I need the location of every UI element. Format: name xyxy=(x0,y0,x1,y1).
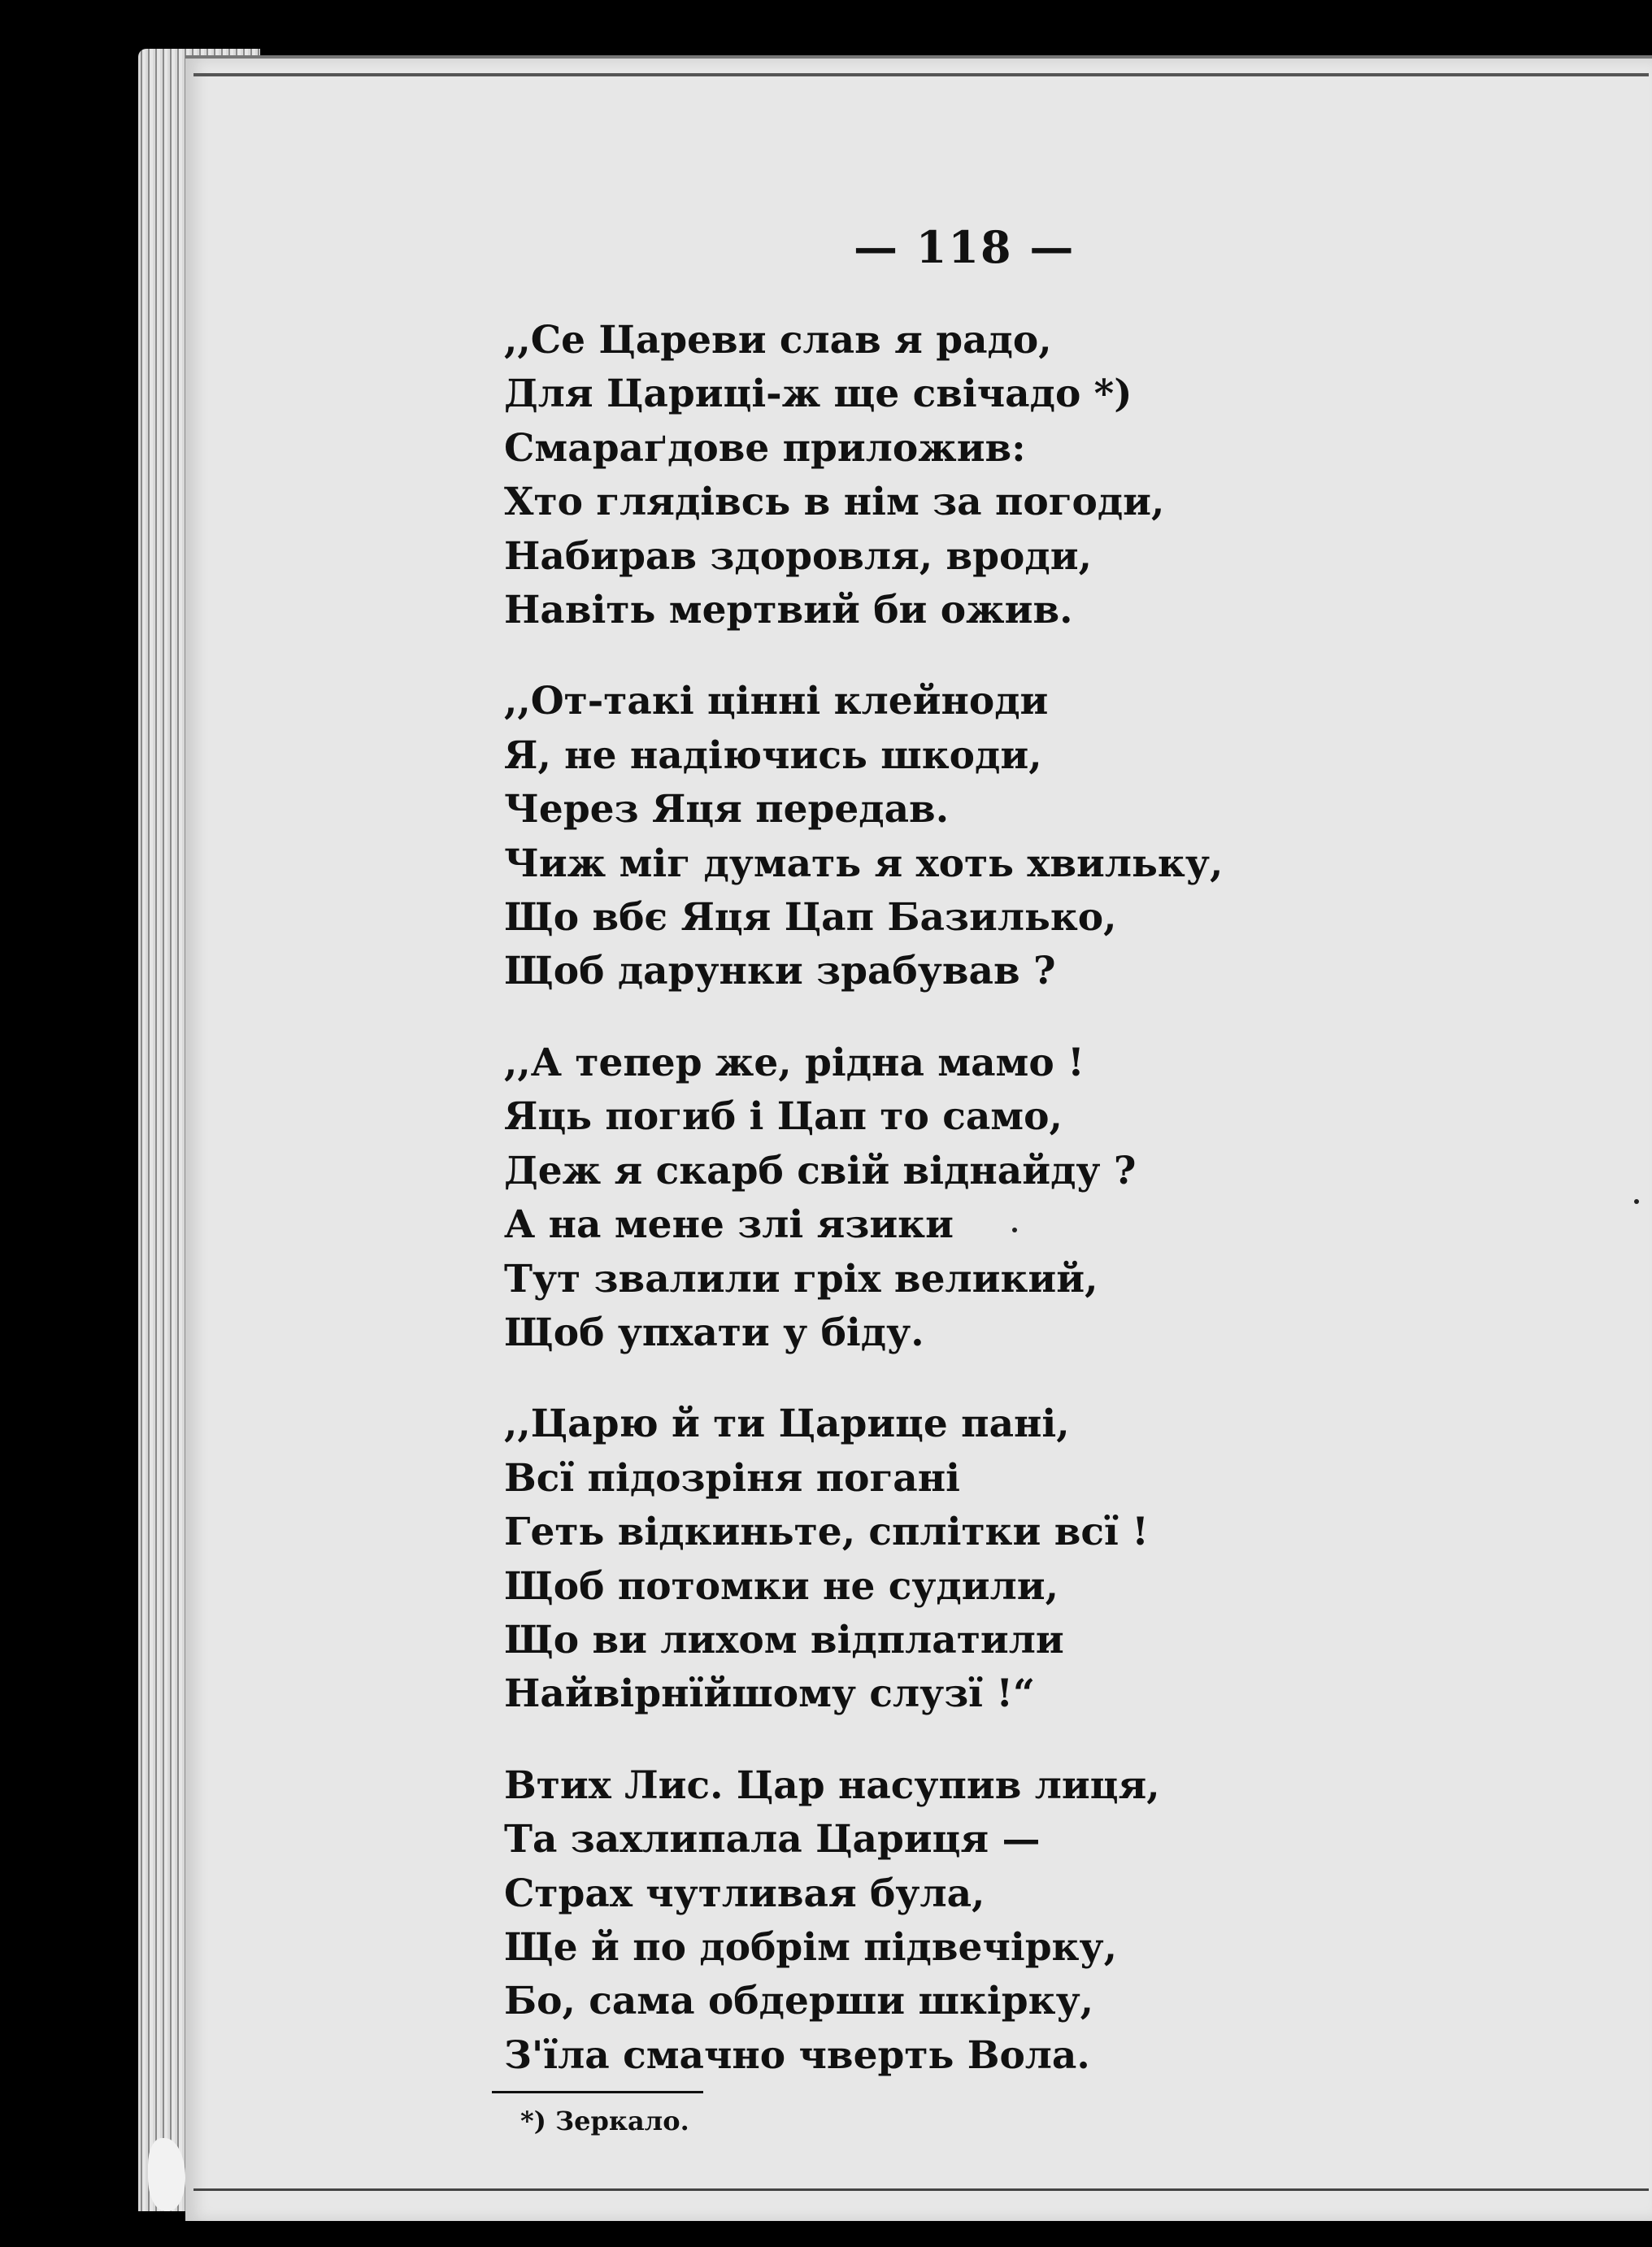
stanza xyxy=(504,1037,1317,1360)
poem-line: З'їла смачно чверть Вола. xyxy=(504,2032,1090,2078)
poem-body xyxy=(504,314,1317,2120)
poem-line: А на мене злі язики xyxy=(504,1202,954,1248)
stanza xyxy=(504,1759,1317,2083)
poem-line: Щоб потомки не судили, xyxy=(504,1563,1059,1609)
page-bottom-border xyxy=(193,2188,1649,2191)
poem-line: Страх чутливая була, xyxy=(504,1871,985,1916)
poem-line: Через Яця передав. xyxy=(504,787,950,832)
poem-line: ,,Се Цареви слав я радо, xyxy=(504,318,1052,363)
poem-line: Щоб упхати у біду. xyxy=(504,1310,924,1355)
ink-speck xyxy=(1012,1228,1017,1232)
poem-line: Бо, сама обдерши шкірку, xyxy=(504,1979,1094,2024)
poem-line: Хто глядівсь в нім за погоди, xyxy=(504,480,1165,525)
poem-line: Всї підозріня погані xyxy=(504,1455,960,1501)
poem-line: Чиж міг думать я хоть хвильку, xyxy=(504,841,1224,886)
poem-line: Втих Лис. Цар насупив лиця, xyxy=(504,1762,1160,1808)
poem-line: Тут звалили гріх великий, xyxy=(504,1256,1098,1302)
poem-line: Ще й по добрім підвечірку, xyxy=(504,1924,1117,1970)
poem-line: Яць погиб і Цап то само, xyxy=(504,1094,1063,1140)
poem-line: Деж я скарб свій віднайду ? xyxy=(504,1148,1137,1193)
poem-line: Що ви лихом відплатили xyxy=(504,1617,1064,1662)
page-number: — 118 — xyxy=(854,221,1076,273)
stanza xyxy=(504,314,1317,637)
poem-line: Та захлипала Цариця — xyxy=(504,1817,1041,1862)
poem-line: Що вбє Яця Цап Базилько, xyxy=(504,895,1117,941)
stanza xyxy=(504,675,1317,998)
poem-line: Найвірнїйшому слузї !“ xyxy=(504,1671,1036,1717)
poem-line: Навіть мертвий би ожив. xyxy=(504,588,1073,633)
poem-line: ,,Царю й ти Царице пані, xyxy=(504,1402,1070,1447)
poem-line: Я, не надіючись шкоди, xyxy=(504,732,1042,778)
footnote-rule xyxy=(492,2091,703,2093)
poem-line: Щоб дарунки зрабував ? xyxy=(504,949,1056,994)
page-top-border xyxy=(193,73,1649,76)
poem-line: Для Цариці-ж ще свічадо *) xyxy=(504,372,1132,417)
stanza xyxy=(504,1397,1317,1721)
poem-line: Набирав здоровля, вроди, xyxy=(504,533,1092,579)
ink-speck xyxy=(1634,1199,1639,1204)
poem-line: ,,А тепер же, рідна мамо ! xyxy=(504,1040,1085,1085)
poem-line: Смараґдове приложив: xyxy=(504,425,1026,471)
poem-line: Геть відкиньте, сплітки всї ! xyxy=(504,1510,1149,1555)
footnote: *) Зеркало. xyxy=(520,2106,689,2136)
poem-line: ,,От-такі цінні клейноди xyxy=(504,679,1049,724)
